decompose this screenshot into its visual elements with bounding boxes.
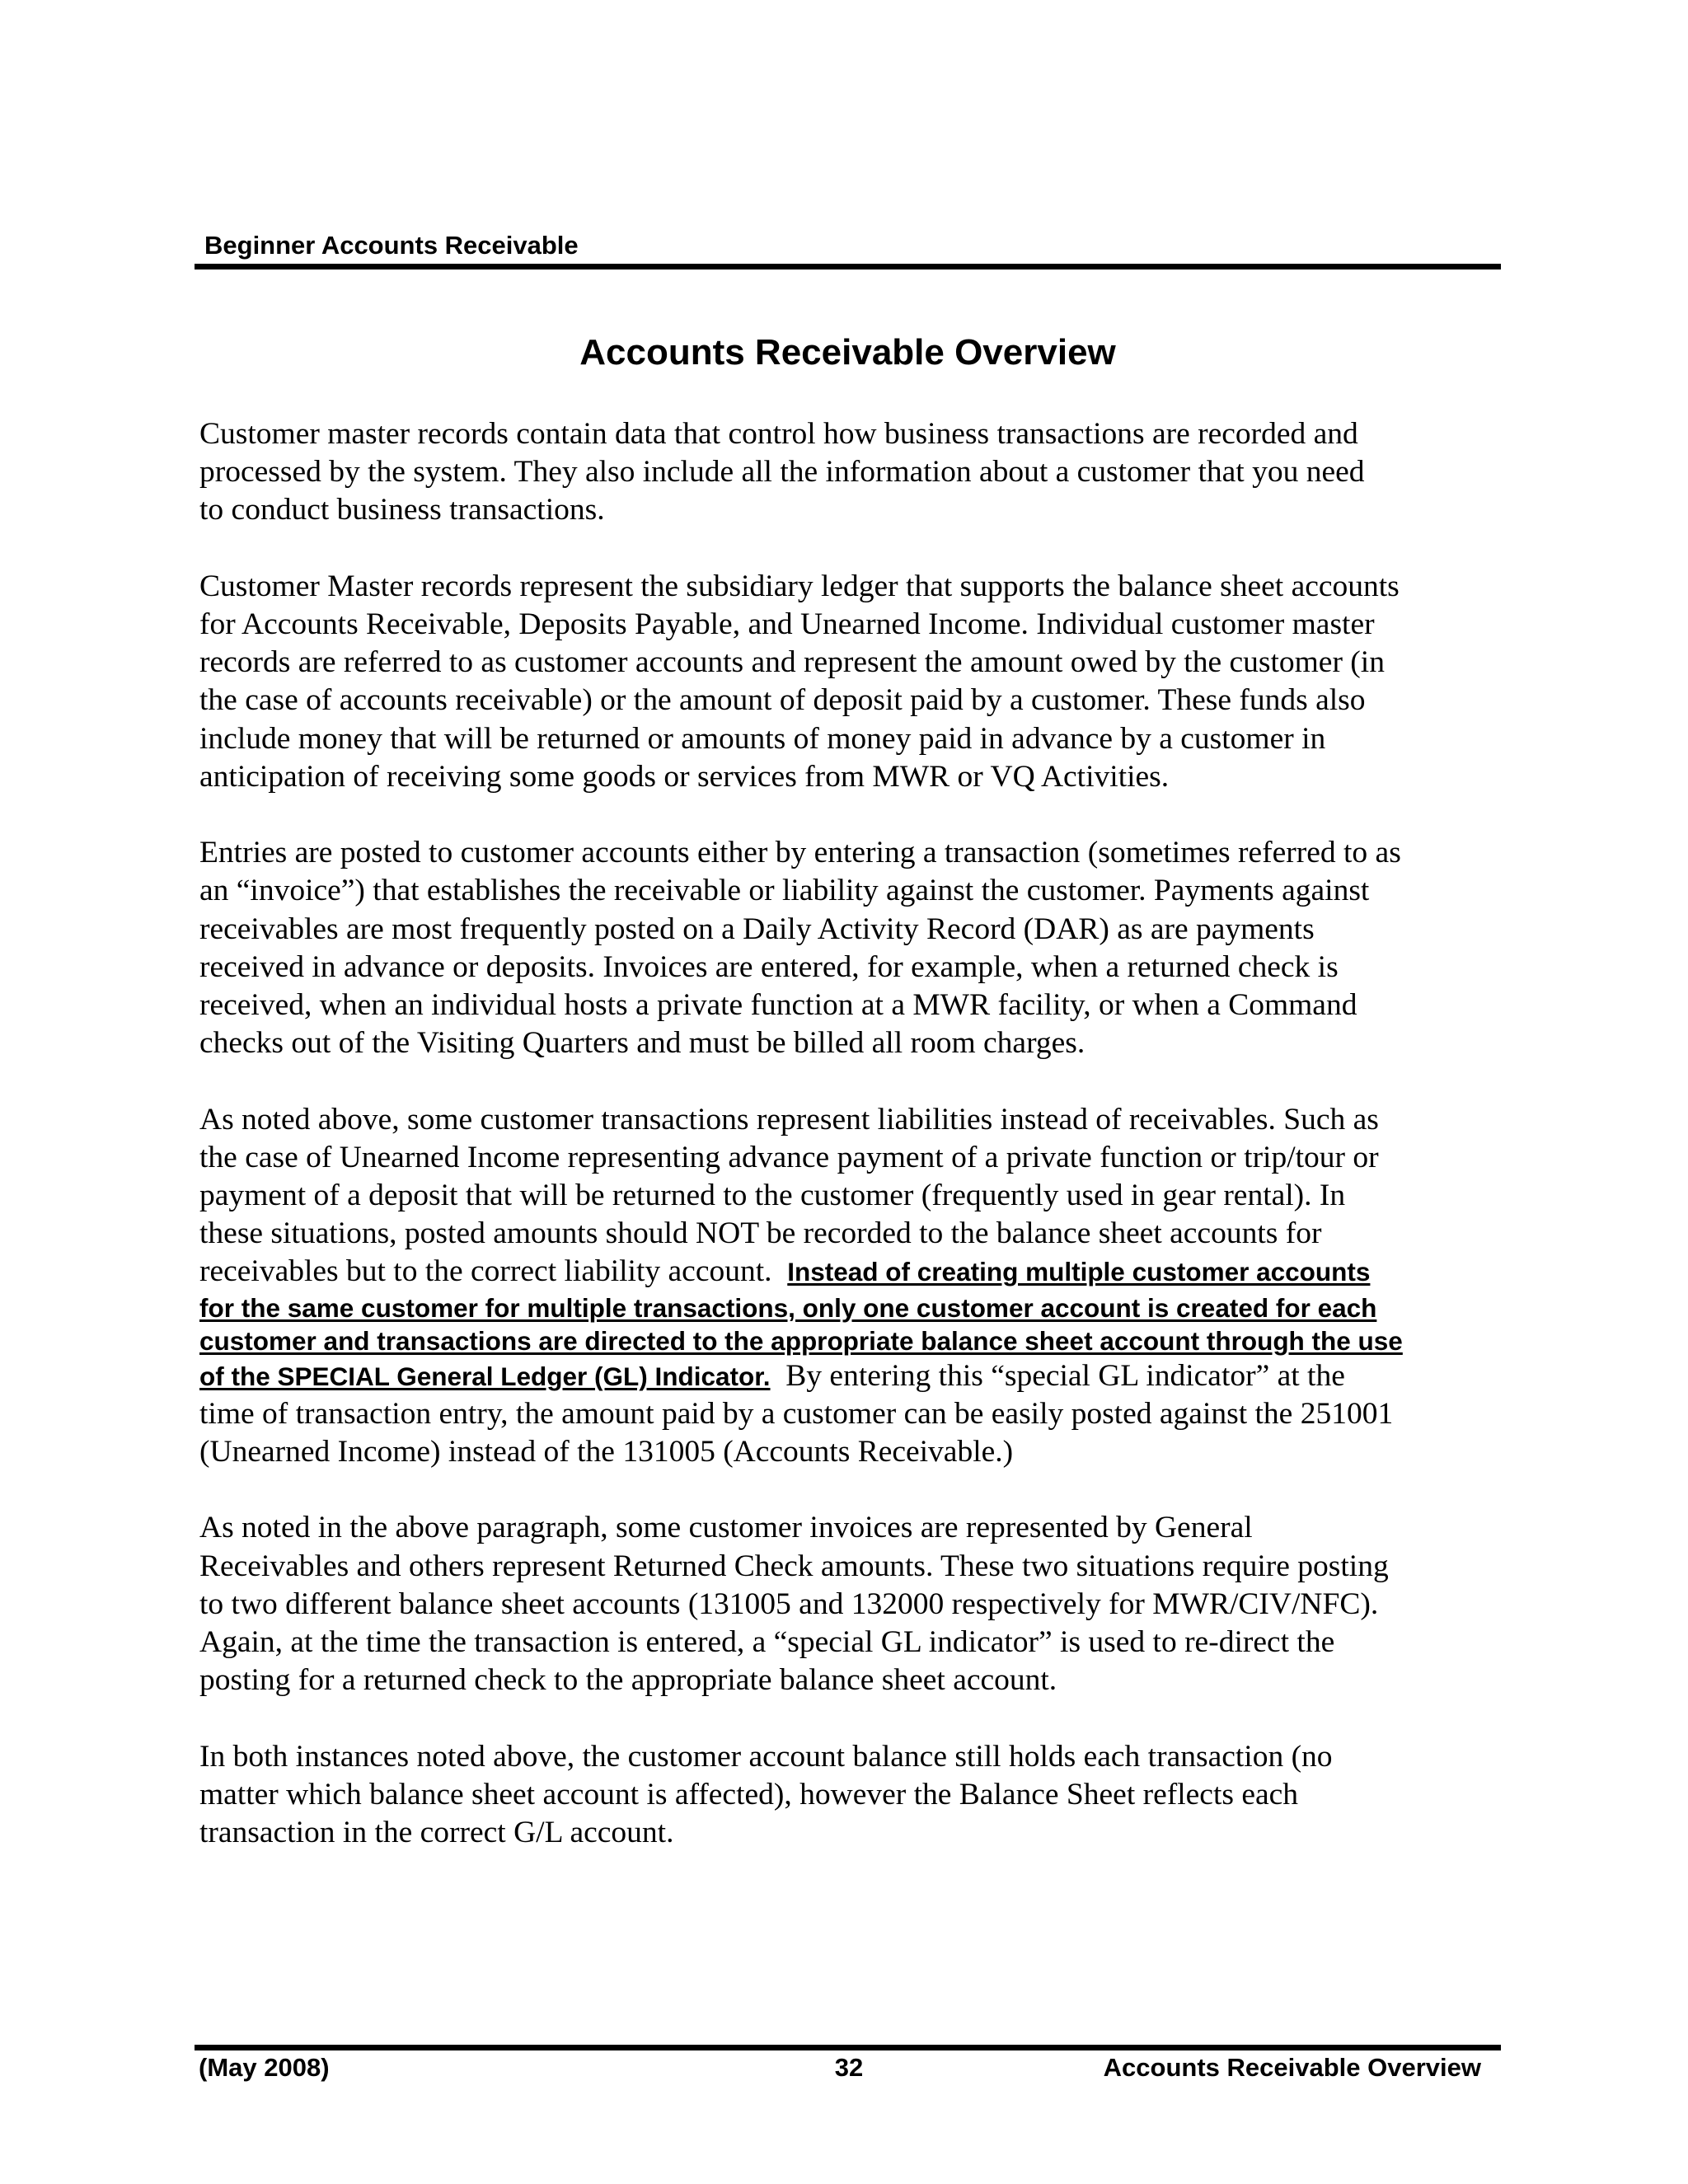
text-line: matter which balance sheet account is affected), however the Balance Sheet reflects each xyxy=(199,1777,1299,1811)
plain-text: By entering this “special GL indicator” at the xyxy=(770,1358,1345,1393)
text-line: include money that will be returned or amounts of money paid in advance by a customer in xyxy=(199,721,1326,756)
text-line: an “invoice”) that establishes the receivable or liability against the customer. Payments against xyxy=(199,874,1370,908)
paragraph-5 xyxy=(199,1509,1510,1699)
document-body xyxy=(199,415,1510,1890)
paragraph-4 xyxy=(199,1101,1510,1472)
page-title: Accounts Receivable Overview xyxy=(579,332,1116,373)
text-line: payment of a deposit that will be returned to the customer (frequently used in gear rental). In xyxy=(199,1179,1346,1213)
text-line: transaction in the correct G/L account. xyxy=(199,1816,674,1850)
text-line xyxy=(199,1253,1510,1291)
header-rule xyxy=(195,264,1501,269)
text-line: receivables are most frequently posted on a Daily Activity Record (DAR) as are payments xyxy=(199,912,1315,946)
text-line: As noted above, some customer transactions represent liabilities instead of receivables. Such as xyxy=(199,1102,1379,1137)
emphasis-text: of the SPECIAL General Ledger (GL) Indicator. xyxy=(199,1361,771,1391)
text-line: As noted in the above paragraph, some customer invoices are represented by General xyxy=(199,1511,1253,1545)
emphasis-line: customer and transactions are directed to the appropriate balance sheet account through the use xyxy=(199,1325,1403,1356)
text-line: Entries are posted to customer accounts either by entering a transaction (sometimes referred to as xyxy=(199,836,1401,870)
text-line: the case of Unearned Income representing advance payment of a private function or trip/tour or xyxy=(199,1140,1379,1174)
text-line: time of transaction entry, the amount paid by a customer can be easily posted against the 251001 xyxy=(199,1396,1394,1431)
text-line: the case of accounts receivable) or the amount of deposit paid by a customer. These funds also xyxy=(199,683,1366,718)
footer-date: (May 2008) xyxy=(199,2053,330,2082)
text-line: (Unearned Income) instead of the 131005 (Accounts Receivable.) xyxy=(199,1435,1014,1469)
text-line: to conduct business transactions. xyxy=(199,493,605,527)
paragraph-6 xyxy=(199,1738,1510,1853)
text-line: posting for a returned check to the appropriate balance sheet account. xyxy=(199,1663,1057,1698)
text-line: to two different balance sheet accounts (131005 and 132000 respectively for MWR/CIV/NFC). xyxy=(199,1586,1379,1621)
running-header: Beginner Accounts Receivable xyxy=(204,231,579,260)
text-line: Customer Master records represent the subsidiary ledger that supports the balance sheet accounts xyxy=(199,569,1400,603)
footer-section-title: Accounts Receivable Overview xyxy=(1103,2053,1481,2082)
text-line: for Accounts Receivable, Deposits Payable, and Unearned Income. Individual customer master xyxy=(199,607,1375,641)
text-line: Customer master records contain data that control how business transactions are recorded and xyxy=(199,417,1358,451)
text-line: records are referred to as customer accounts and represent the amount owed by the customer (in xyxy=(199,645,1385,680)
paragraph-3 xyxy=(199,834,1510,1062)
page-number: 32 xyxy=(834,2053,864,2082)
paragraph-1 xyxy=(199,415,1510,530)
text-line: anticipation of receiving some goods or services from MWR or VQ Activities. xyxy=(199,759,1170,794)
text-line: processed by the system. They also include all the information about a customer that you need xyxy=(199,455,1365,490)
text-line: Again, at the time the transaction is entered, a “special GL indicator” is used to re-direct the xyxy=(199,1625,1335,1660)
text-line: received in advance or deposits. Invoices are entered, for example, when a returned check is xyxy=(199,949,1339,984)
text-line: In both instances noted above, the customer account balance still holds each transaction (no xyxy=(199,1739,1333,1774)
text-line: received, when an individual hosts a private function at a MWR facility, or when a Command xyxy=(199,988,1357,1023)
plain-text: receivables but to the correct liability account. xyxy=(199,1254,788,1289)
paragraph-2 xyxy=(199,568,1510,796)
text-line: checks out of the Visiting Quarters and must be billed all room charges. xyxy=(199,1026,1085,1061)
text-line: Receivables and others represent Returned Check amounts. These two situations require posting xyxy=(199,1549,1389,1583)
emphasis-line: for the same customer for multiple transactions, only one customer account is created for each xyxy=(199,1292,1377,1323)
emphasis-text: Instead of creating multiple customer accounts xyxy=(787,1257,1371,1287)
text-line: these situations, posted amounts should NOT be recorded to the balance sheet accounts for xyxy=(199,1216,1322,1251)
text-line xyxy=(199,1357,1510,1395)
